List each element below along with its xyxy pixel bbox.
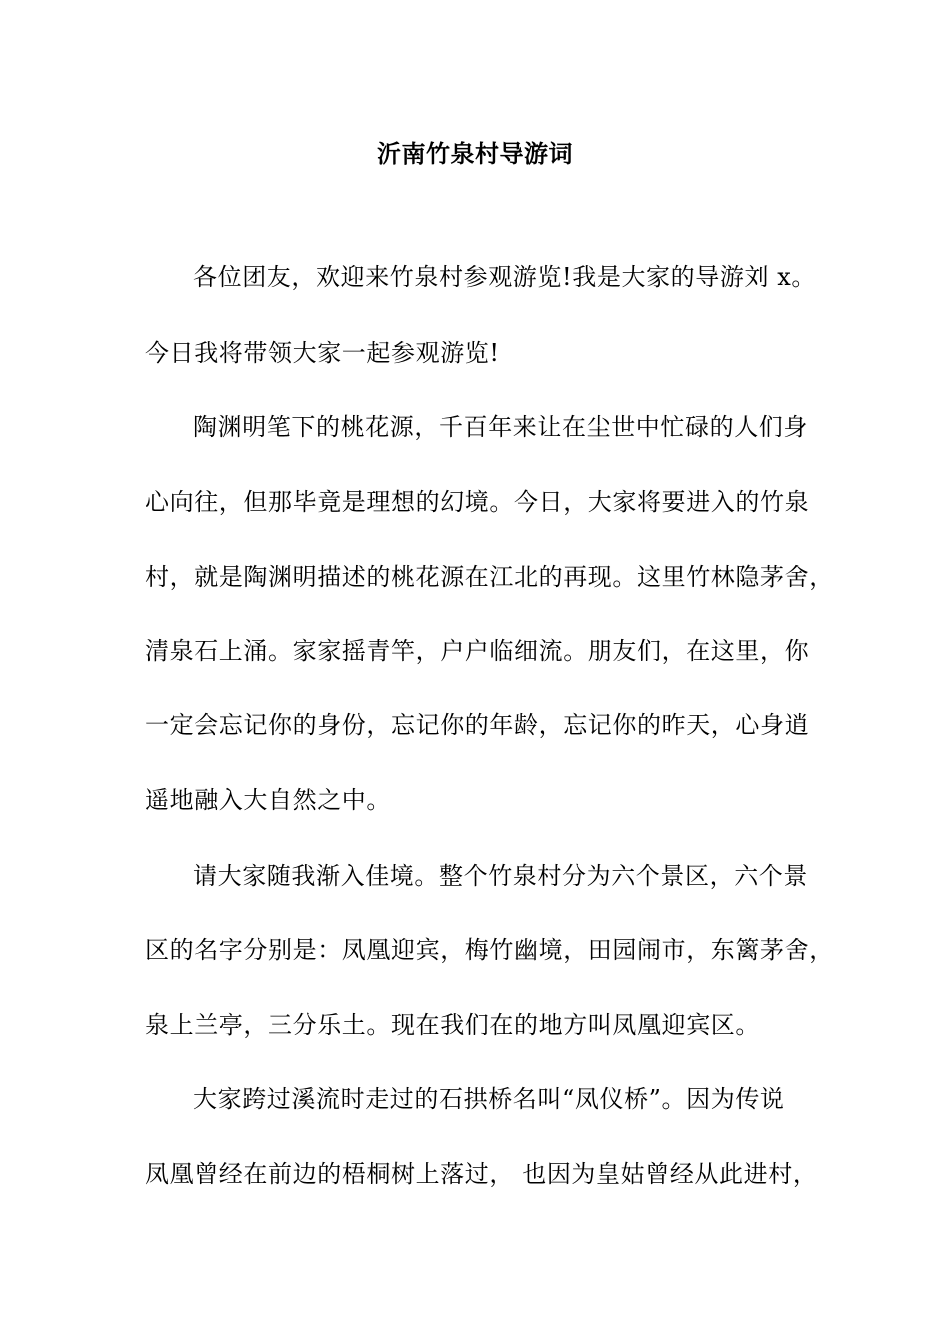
- paragraph-line: 大家跨过溪流时走过的石拱桥名叫“凤仪桥”。因为传说: [193, 1085, 785, 1113]
- paragraph-line: 请大家随我渐入佳境。整个竹泉村分为六个景区，六个景: [193, 862, 808, 890]
- document-title: 沂南竹泉村导游词: [377, 139, 573, 168]
- paragraph-line: 陶渊明笔下的桃花源，千百年来让在尘世中忙碌的人们身: [193, 413, 808, 441]
- paragraph-line: 清泉石上涌。家家摇青竿，户户临细流。朋友们，在这里，你: [145, 637, 810, 665]
- paragraph-line: 遥地融入大自然之中。: [145, 786, 391, 814]
- paragraph-line: 今日我将带领大家一起参观游览!: [145, 339, 500, 367]
- paragraph-line: 一定会忘记你的身份，忘记你的年龄，忘记你的昨天，心身逍: [145, 711, 810, 739]
- paragraph-line: 村，就是陶渊明描述的桃花源在江北的再现。这里竹林隐茅舍，: [145, 563, 834, 591]
- paragraph-line: 区的名字分别是：凤凰迎宾，梅竹幽境，田园闹市，东篱茅舍，: [145, 936, 834, 964]
- paragraph-line: 各位团友，欢迎来竹泉村参观游览!我是大家的导游刘 x。: [193, 263, 817, 291]
- paragraph-line: 心向往，但那毕竟是理想的幻境。今日，大家将要进入的竹泉: [145, 488, 810, 516]
- paragraph-line: 泉上兰亭，三分乐土。现在我们在的地方叫凤凰迎宾区。: [145, 1011, 760, 1039]
- paragraph-line: 凤凰曾经在前边的梧桐树上落过， 也因为皇姑曾经从此进村，: [145, 1160, 818, 1188]
